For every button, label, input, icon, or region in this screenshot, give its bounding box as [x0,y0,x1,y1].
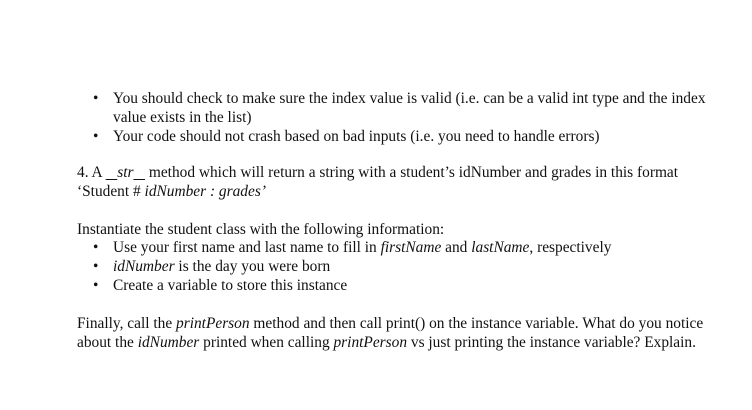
item-text: method which will return a string with a student’s idNumber and grades in this format ‘Student # [77,164,679,200]
list-item [90,89,710,127]
instantiate-bullet-list [90,238,710,295]
blank-underline [133,164,145,181]
bullet-icon: • [93,128,99,145]
method-name: str [117,164,134,181]
text-run: is the day you were born [174,258,331,275]
method-printperson: printPerson [176,315,250,332]
bullet-text: Your code should not crash based on bad inputs (i.e. you need to handle errors) [113,128,600,145]
finally-paragraph [77,314,717,352]
blank-underline [106,164,118,181]
list-item [90,257,710,276]
var-idnumber: idNumber [113,258,175,275]
list-item [90,127,710,146]
text-run: printed when calling [199,334,334,351]
text-run: and [441,239,472,256]
text-run: method and then call print() on the instance variable. What do you notice about the [77,315,704,351]
validation-bullet-list [90,89,710,146]
bullet-icon: • [93,258,99,275]
bullet-text [113,258,330,275]
list-item [90,238,710,257]
text-run: vs just printing the instance variable? Explain. [407,334,696,351]
text-run: Use your first name and last name to fill in [113,239,381,256]
text-run: Finally, call the [77,315,177,332]
bullet-icon: • [93,239,99,256]
var-lastname: lastName [471,239,530,256]
instantiate-intro: Instantiate the student class with the following information: [77,221,445,238]
method-printperson: printPerson [333,334,408,351]
bullet-text: You should check to make sure the index value is valid (i.e. can be a valid int type and the index value exists in the list) [113,90,706,126]
item-number: 4. A [77,164,106,181]
bullet-icon: • [93,90,99,107]
item-4-paragraph [77,163,717,201]
bullet-text: Create a variable to store this instance [113,277,348,294]
bullet-icon: • [93,277,99,294]
text-run: , respectively [529,239,612,256]
bullet-text [113,239,611,256]
var-idnumber: idNumber [137,334,200,351]
var-firstname: firstName [380,239,442,256]
list-item [90,276,710,295]
format-text: idNumber : grades’ [144,183,266,200]
